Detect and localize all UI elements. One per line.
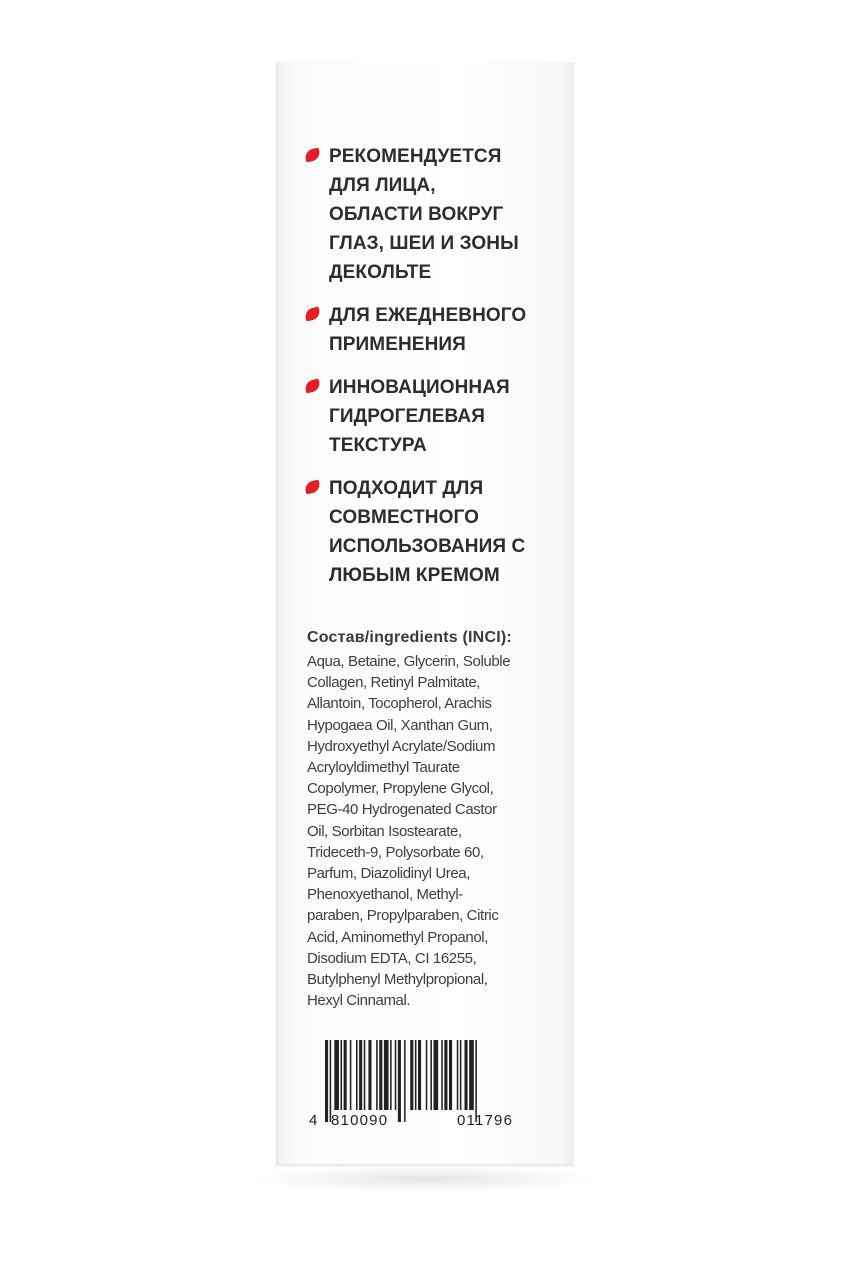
barcode-bar: [418, 1040, 421, 1110]
benefit-item: [305, 142, 573, 287]
barcode-bar: [415, 1040, 417, 1110]
benefit-text: РЕКОМЕНДУЕТСЯ ДЛЯ ЛИЦА, ОБЛАСТИ ВОКРУГ ГЛАЗ, ШЕИ И ЗОНЫ ДЕКОЛЬТЕ: [329, 146, 519, 283]
barcode-bar: [434, 1040, 439, 1110]
red-petal-bullet-icon: [304, 480, 321, 495]
barcode-bar: [350, 1040, 352, 1110]
barcode-digit-first: 4: [309, 1112, 319, 1129]
red-petal-bullet-icon: [304, 307, 321, 322]
benefit-item: [305, 373, 573, 460]
barcode-bar: [325, 1040, 328, 1122]
barcode: [307, 1040, 555, 1140]
ingredients-block: [307, 627, 555, 1011]
barcode-bar: [441, 1040, 443, 1110]
barcode-bar: [465, 1040, 468, 1110]
barcode-bar: [341, 1040, 343, 1110]
barcode-bar: [344, 1040, 347, 1110]
barcode-bar: [334, 1040, 339, 1110]
benefit-item: [305, 301, 573, 359]
benefit-item: [305, 474, 573, 590]
barcode-bar: [364, 1040, 366, 1110]
ingredients-text: Aqua, Betaine, Glycerin, Soluble Collagen, Retinyl Palmitate, Allantoin, Tocopherol, Arachis Hypogaea Oil, Xanthan Gum, Hydroxyethyl Acrylate/Sodium Acryloyldimethyl Taurate Copolymer, Propylene Glycol, PEG-40 Hydrogenated Castor Oil, Sorbitan Isostearate, Trideceth-9, Polysorbate 60, Parfum, Diazolidinyl Urea, Phenoxyethanol, Methyl- paraben, Propylparaben, Citric Acid, Aminomethyl Propanol, Disodium EDTA, CI 16255, Butylphenyl Methylpropional, Hexyl Cinnamal.: [307, 653, 511, 1010]
benefits-list: [305, 142, 573, 604]
red-petal-bullet-icon: [304, 379, 321, 394]
benefit-text: ИННОВАЦИОННАЯ ГИДРОГЕЛЕВАЯ ТЕКСТУРА: [329, 377, 510, 456]
barcode-bar: [469, 1040, 474, 1110]
barcode-bar: [444, 1040, 447, 1110]
barcode-bar: [356, 1040, 358, 1110]
barcode-bar: [379, 1040, 382, 1110]
barcode-bar: [430, 1040, 432, 1110]
barcode-bar: [390, 1040, 392, 1110]
benefit-text: ДЛЯ ЕЖЕДНЕВНОГО ПРИМЕНЕНИЯ: [329, 305, 527, 355]
barcode-bar: [395, 1040, 397, 1110]
product-box-bottom-edge: [276, 1164, 574, 1167]
barcode-bar: [410, 1040, 413, 1110]
box-shadow: [255, 1166, 595, 1192]
barcode-bar: [426, 1040, 428, 1110]
barcode-bar: [460, 1040, 462, 1110]
barcode-bar: [384, 1040, 389, 1110]
barcode-bar: [368, 1040, 371, 1110]
barcode-bar: [449, 1040, 452, 1110]
barcode-bar: [376, 1040, 378, 1110]
ingredients-title: Состав/ingredients (INCI):: [307, 629, 512, 646]
barcode-bar: [475, 1040, 477, 1122]
barcode-bar: [404, 1040, 406, 1122]
barcode-bar: [398, 1040, 401, 1122]
barcode-digits-left: 810090: [331, 1112, 389, 1129]
benefit-text: ПОДХОДИТ ДЛЯ СОВМЕСТНОГО ИСПОЛЬЗОВАНИЯ С ЛЮБЫМ КРЕМОМ: [329, 478, 526, 586]
barcode-digits-right: 011796: [457, 1112, 514, 1129]
barcode-bar: [330, 1040, 332, 1122]
red-petal-bullet-icon: [304, 148, 321, 163]
barcode-bar: [457, 1040, 459, 1110]
barcode-bar: [359, 1040, 362, 1110]
